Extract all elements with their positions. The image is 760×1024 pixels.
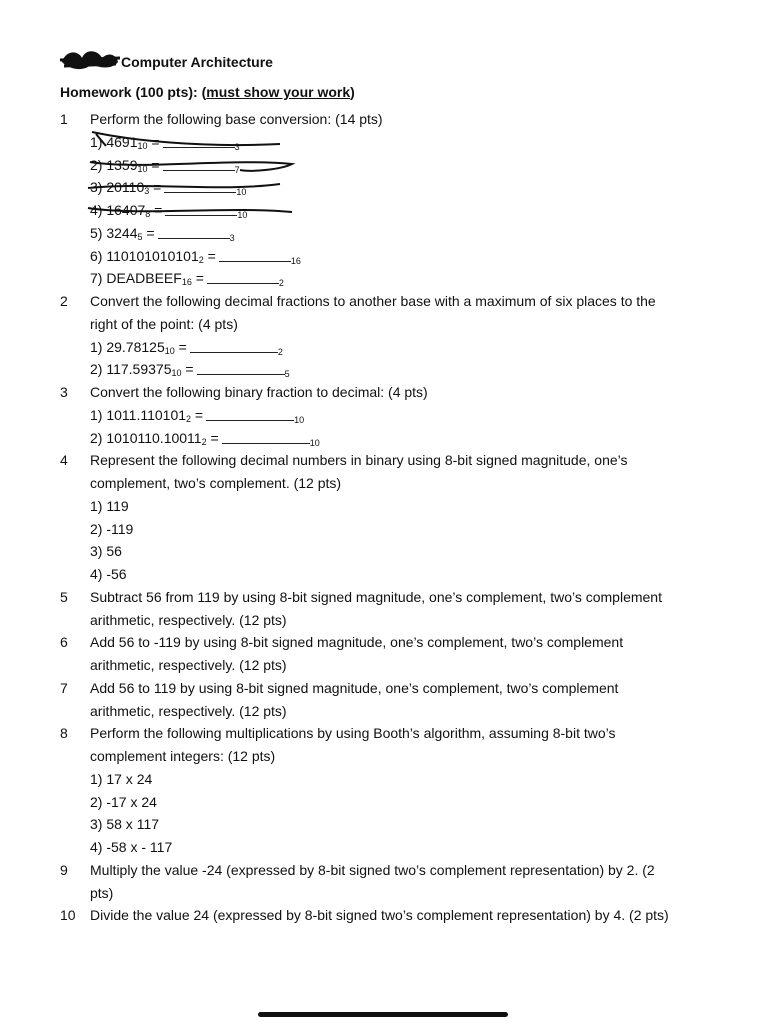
answer-blank[interactable] xyxy=(219,249,291,262)
output-base: 3 xyxy=(229,232,235,243)
input-base: 2 xyxy=(198,254,204,265)
sub-item: 1) $4691_{10} = _3$ xyxy=(90,133,240,152)
sub-item-label: 2) xyxy=(90,361,103,378)
answer-blank[interactable] xyxy=(190,340,278,353)
sub-item-value: 119 xyxy=(106,497,129,514)
problem-text: Add 56 to 119 by using 8-bit signed magnitude, one’s complement, two’s complement xyxy=(90,679,619,696)
problem-number: 6 xyxy=(60,634,68,651)
answer-blank[interactable] xyxy=(207,271,279,284)
input-base: 10 xyxy=(164,345,175,356)
sub-item-value: 20110 xyxy=(106,179,145,196)
problem-text: Convert the following binary fraction to decimal: (4 pts) xyxy=(90,384,428,400)
problem-number: 4 xyxy=(60,452,68,469)
sub-item-label: 1) xyxy=(90,770,103,787)
course-title: Computer Architecture xyxy=(121,54,273,70)
sub-item-value: -56 xyxy=(106,566,127,582)
sub-item-label: 5) xyxy=(90,224,103,241)
problem-text: Subtract 56 from 119 by using 8-bit signed magnitude, one’s complement, two’s complement xyxy=(90,588,662,605)
problem-number: 8 xyxy=(60,725,68,742)
answer-blank[interactable] xyxy=(158,226,230,239)
sub-item-label: 4) xyxy=(90,839,103,855)
problem-text: Perform the following multiplications by using Booth’s algorithm, assuming 8-bit two’s xyxy=(90,725,616,742)
sub-item-label: 7) xyxy=(90,270,103,287)
input-base: 8 xyxy=(145,209,151,219)
problem-text: Represent the following decimal numbers in binary using 8-bit signed magnitude, one’s xyxy=(90,452,628,469)
sub-item-value: 17 x 24 xyxy=(106,770,153,787)
problem-text: Convert the following decimal fractions to another base with a maximum of six places to the xyxy=(90,293,656,309)
sub-item xyxy=(90,565,127,583)
sub-item-value: 1011.110101 xyxy=(106,406,187,423)
problem-text-continued: complement, two’s complement. (12 pts) xyxy=(90,475,342,491)
problem-text-continued: arithmetic, respectively. (12 pts) xyxy=(90,611,287,628)
sub-item-value: 4691 xyxy=(106,133,138,150)
sub-item xyxy=(90,838,172,856)
answer-blank[interactable] xyxy=(222,431,310,444)
answer-blank[interactable] xyxy=(163,158,235,171)
sub-item xyxy=(90,793,157,811)
sub-item-value: -17 x 24 xyxy=(106,793,157,810)
sub-item-label: 4) xyxy=(90,202,103,218)
input-base: 16 xyxy=(181,277,192,288)
problem-text: Divide the value 24 (expressed by 8-bit signed two’s complement representation) by 4. (2 pts) xyxy=(90,907,669,924)
input-base: 10 xyxy=(137,140,148,151)
input-base: 5 xyxy=(137,231,143,242)
sub-item: 2) $117.59375_{10} = _5$ xyxy=(90,361,290,380)
sub-item: 1) $1011.110101_2 = _{10}$ xyxy=(90,406,305,425)
sub-item-label: 4) xyxy=(90,566,103,582)
problem-number: 7 xyxy=(60,679,68,696)
output-base: 5 xyxy=(284,369,290,380)
sub-item-label: 2) xyxy=(90,429,103,446)
output-base: 10 xyxy=(294,414,305,425)
sub-item-label: 3) xyxy=(90,179,103,196)
problem-number: 3 xyxy=(60,384,68,400)
sub-item-label: 6) xyxy=(90,247,103,264)
sub-item xyxy=(90,770,152,788)
homework-title: Homework (100 pts): (must show your work) xyxy=(60,84,355,100)
input-base: 10 xyxy=(137,163,148,174)
problem-number: 1 xyxy=(60,111,68,127)
sub-item-value: DEADBEEF xyxy=(106,270,182,287)
problem-number: 10 xyxy=(60,907,76,924)
problem-text: Perform the following base conversion: (14 pts) xyxy=(90,111,383,127)
sub-item xyxy=(90,497,129,515)
output-base: 10 xyxy=(237,210,248,220)
sub-item xyxy=(90,520,133,538)
sub-item: 6) $110101010101_2 = _{16}$ xyxy=(90,247,301,266)
output-base: 10 xyxy=(236,187,247,198)
sub-item-value: -58 x - 117 xyxy=(106,839,173,855)
sub-item-label: 2) xyxy=(90,156,103,173)
sub-item: 7) $DEADBEEF_{16} = _2$ xyxy=(90,270,284,289)
problem-number: 9 xyxy=(60,861,68,878)
output-base: 3 xyxy=(234,141,240,152)
sub-item-value: 117.59375 xyxy=(106,361,172,378)
sub-item-label: 3) xyxy=(90,543,103,560)
sub-item xyxy=(90,815,159,833)
sub-item-label: 1) xyxy=(90,338,103,355)
sub-item: 2) $1359_{10} = _7$ xyxy=(90,156,240,175)
answer-blank[interactable] xyxy=(197,362,285,375)
problem-text-continued: right of the point: (4 pts) xyxy=(90,315,238,332)
sub-item-label: 1) xyxy=(90,497,103,514)
problem-number: 5 xyxy=(60,588,68,605)
input-base: 10 xyxy=(171,368,182,379)
answer-blank[interactable] xyxy=(164,180,236,193)
sub-item-label: 1) xyxy=(90,133,103,150)
sub-item-value: -119 xyxy=(106,520,134,537)
answer-blank[interactable] xyxy=(163,135,235,148)
problem-text-continued: complement integers: (12 pts) xyxy=(90,748,276,764)
sub-item-label: 1) xyxy=(90,406,103,423)
answer-blank[interactable] xyxy=(165,203,237,216)
sub-item-value: 110101010101 xyxy=(106,247,199,264)
output-base: 16 xyxy=(290,255,301,266)
output-base: 2 xyxy=(278,278,284,289)
output-base: 7 xyxy=(234,164,240,175)
sub-item-label: 3) xyxy=(90,816,103,833)
sub-item: 3) $20110_3 = _{10}$ xyxy=(90,179,247,198)
problem-text-continued: arithmetic, respectively. (12 pts) xyxy=(90,702,287,719)
sub-item-value: 56 xyxy=(106,543,122,560)
problem-text: Multiply the value -24 (expressed by 8-bit signed two’s complement representation) by 2. (2 xyxy=(90,861,655,878)
sub-item-label: 2) xyxy=(90,520,103,537)
problem-text-continued: pts) xyxy=(90,884,114,901)
output-base: 2 xyxy=(277,346,283,357)
input-base: 3 xyxy=(144,186,150,197)
sub-item-value: 1010110.10011 xyxy=(106,429,202,446)
sub-item-value: 58 x 117 xyxy=(106,816,160,833)
problem-number: 2 xyxy=(60,293,68,309)
sub-item-value: 3244 xyxy=(106,224,138,241)
input-base: 2 xyxy=(186,413,192,424)
problem-text-continued: arithmetic, respectively. (12 pts) xyxy=(90,657,287,673)
answer-blank[interactable] xyxy=(206,408,294,421)
sub-item: 2) $1010110.10011_2 = _{10}$ xyxy=(90,429,320,448)
sub-item-value: 1359 xyxy=(106,156,138,173)
home-indicator[interactable] xyxy=(258,1012,508,1017)
sub-item: 1) $29.78125_{10} = _2$ xyxy=(90,338,283,357)
sub-item-label: 2) xyxy=(90,793,103,810)
input-base: 2 xyxy=(201,436,207,447)
must-show-work: must show your work xyxy=(206,84,351,100)
redaction-scribble xyxy=(58,46,122,74)
output-base: 10 xyxy=(309,437,320,448)
sub-item: 4) $16407_8 = _{10}$ xyxy=(90,202,248,220)
sub-item: 5) $3244_5 = _3$ xyxy=(90,224,235,243)
sub-item-value: 29.78125 xyxy=(106,338,165,355)
sub-item-value: 16407 xyxy=(106,202,146,218)
sub-item xyxy=(90,542,122,560)
problem-text: Add 56 to -119 by using 8-bit signed magnitude, one’s complement, two’s complement xyxy=(90,634,624,651)
